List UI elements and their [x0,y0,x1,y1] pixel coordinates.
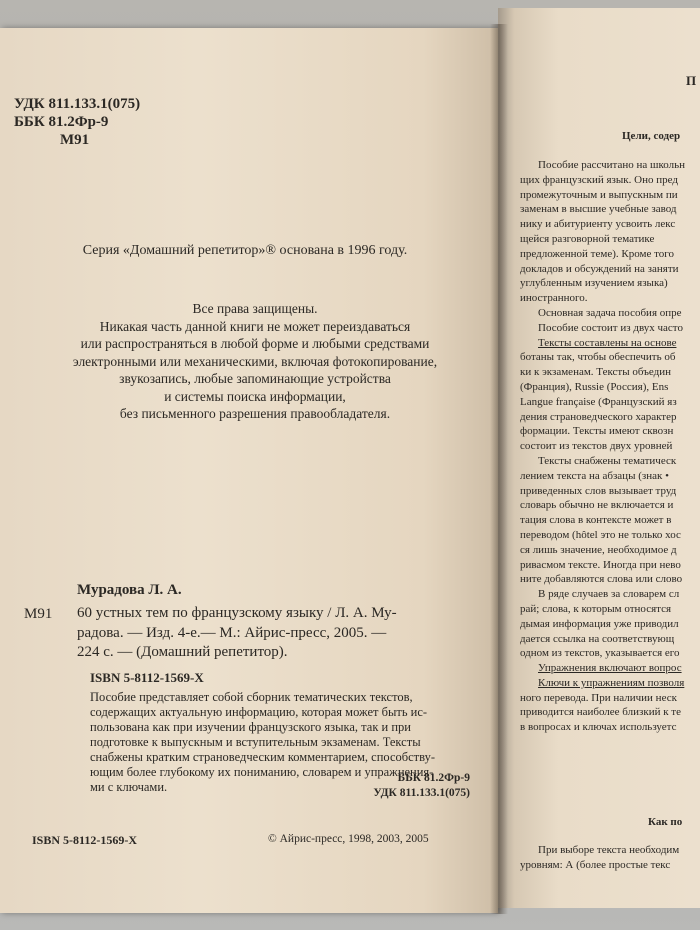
annotation-line: пользована как при изучении французского языка, так и при [90,720,411,734]
rights-line: без письменного разрешения правообладателя. [119,406,391,421]
body-line: дения страноведческого характер [520,410,677,423]
body-line: уровням: А (более простые текс [520,858,671,871]
annotation-line: Пособие представляет собой сборник тематических текстов, [90,690,413,704]
udk-code-bottom: УДК 811.133.1(075) [373,787,470,799]
annotation-line: снабжены кратким страноведческим комментарием, способству- [90,750,436,764]
bbk-code-bottom: ББК 81.2Фр-9 [397,772,470,784]
body-line: приведенных слов вызывает труд [520,484,677,497]
series-note: Серия «Домашний репетитор»® основана в 1996 году. [82,243,408,258]
body-line: нику и абитуриенту усвоить лекс [520,218,676,231]
rights-line: Все права защищены. [192,301,318,316]
annotation-line: ющим более глубокому их пониманию, словарем и упражнения- [90,765,434,779]
right-page-title: Цели, содер [622,130,681,142]
body-line: рай; слова, к которым относятся [520,602,672,615]
body-line: Пособие состоит из двух часто [538,321,683,334]
biblio-line: радова. — Изд. 4-е.— М.: Айрис-пресс, 2005. — [77,624,387,641]
body-line: лением текста на абзацы (знак • [520,469,669,482]
udk-code: УДК 811.133.1(075) [14,96,141,112]
right-page-header: П [686,73,697,88]
biblio-line: 224 с. — (Домашний репетитор). [77,644,288,660]
bbk-code: ББК 81.2Фр-9 [14,114,109,130]
rights-line: электронными или механическими, включая фотокопирование, [72,353,438,369]
body-line: ривасмом тексте. Иногда при нево [520,558,681,571]
annotation-line: содержащих актуальную информацию, которая может быть ис- [90,705,428,719]
body-line: тация слова в контексте может в [520,514,672,527]
author-mark: М91 [60,132,90,148]
body-line: Пособие рассчитано на школьн [538,159,686,171]
body-line: (Франция), Russie (Россия), Ens [520,380,669,393]
body-line: Ключи к упражнениям позволя [538,676,685,689]
isbn-top: ISBN 5-8112-1569-X [90,670,204,685]
right-page-bottom-body [520,843,679,873]
body-line: щейся разговорной тематике [520,232,655,245]
body-line: формации. Тексты имеют сквозн [520,425,674,438]
body-line: заменам в высшие учебные завод [520,203,677,216]
body-line: ного перевода. При наличии неск [520,691,677,704]
biblio-call-mark: М91 [24,606,53,622]
rights-line: звукозапись, любые запоминающие устройства [119,371,391,386]
book-gutter-shadow [490,24,508,914]
body-line: состоит из текстов двух уровней [520,440,673,453]
body-line: одном из текстов, указывается его [520,647,680,660]
annotation-line: ми с ключами. [90,780,168,794]
rights-line: или распространяться в любой форме и любыми средствами [80,336,430,351]
body-line: При выборе текста необходим [538,844,680,856]
body-line: иностранного. [520,292,588,305]
body-line: приводится наиболее близкий к те [520,706,681,719]
rights-line: и системы поиска информации, [164,388,346,404]
body-line: ки к экзаменам. Тексты объедин [520,366,671,379]
classification-codes-bottom [355,771,470,801]
body-line: щих французский язык. Оно пред [520,173,678,186]
body-line: промежуточным и выпускным пи [520,188,678,201]
body-line: В ряде случаев за словарем сл [538,588,680,601]
copyright: © Айрис-пресс, 1998, 2003, 2005 [268,833,429,845]
annotation-line: подготовке к выпускным и вступительным экзаменам. Тексты [90,735,421,749]
biblio-description [77,604,467,663]
body-line: словарь обычно не включается и [520,499,674,512]
right-page-body [520,158,685,735]
body-line: предложенной теме). Кроме того [520,247,674,260]
rights-line: Никакая часть данной книги не может переиздаваться [99,318,411,334]
body-line: дается ссылка на соответствующ [520,632,675,645]
body-line: Упражнения включают вопрос [538,662,682,675]
classification-codes [14,95,140,149]
body-line: Тексты составлены на основе [538,336,677,349]
body-line: Langue française (Французский яз [520,395,677,408]
body-line: углубленным изучением языка) [520,277,668,290]
rights-notice [0,300,510,423]
body-line: ботаны так, чтобы обеспечить об [520,351,676,364]
body-line: в вопросах и ключах используетс [520,721,677,734]
body-line: Тексты снабжены тематическ [538,454,677,467]
body-line: дымая информация уже приводил [520,617,679,630]
body-line: Основная задача пособия опре [538,306,682,319]
biblio-line: 60 устных тем по французскому языку / Л. А. Му- [77,605,397,621]
body-line: докладов и обсуждений на заняти [520,262,679,275]
body-line: ните добавляются слова или слово [520,573,683,586]
isbn-bottom: ISBN 5-8112-1569-X [32,833,138,847]
section-title-bottom: Как по [648,816,683,828]
body-line: переводом (hôtel это не только хос [520,528,681,541]
body-line: ся лишь значение, необходимое д [520,543,677,556]
right-page [498,8,700,908]
biblio-author: Мурадова Л. А. [77,582,182,598]
